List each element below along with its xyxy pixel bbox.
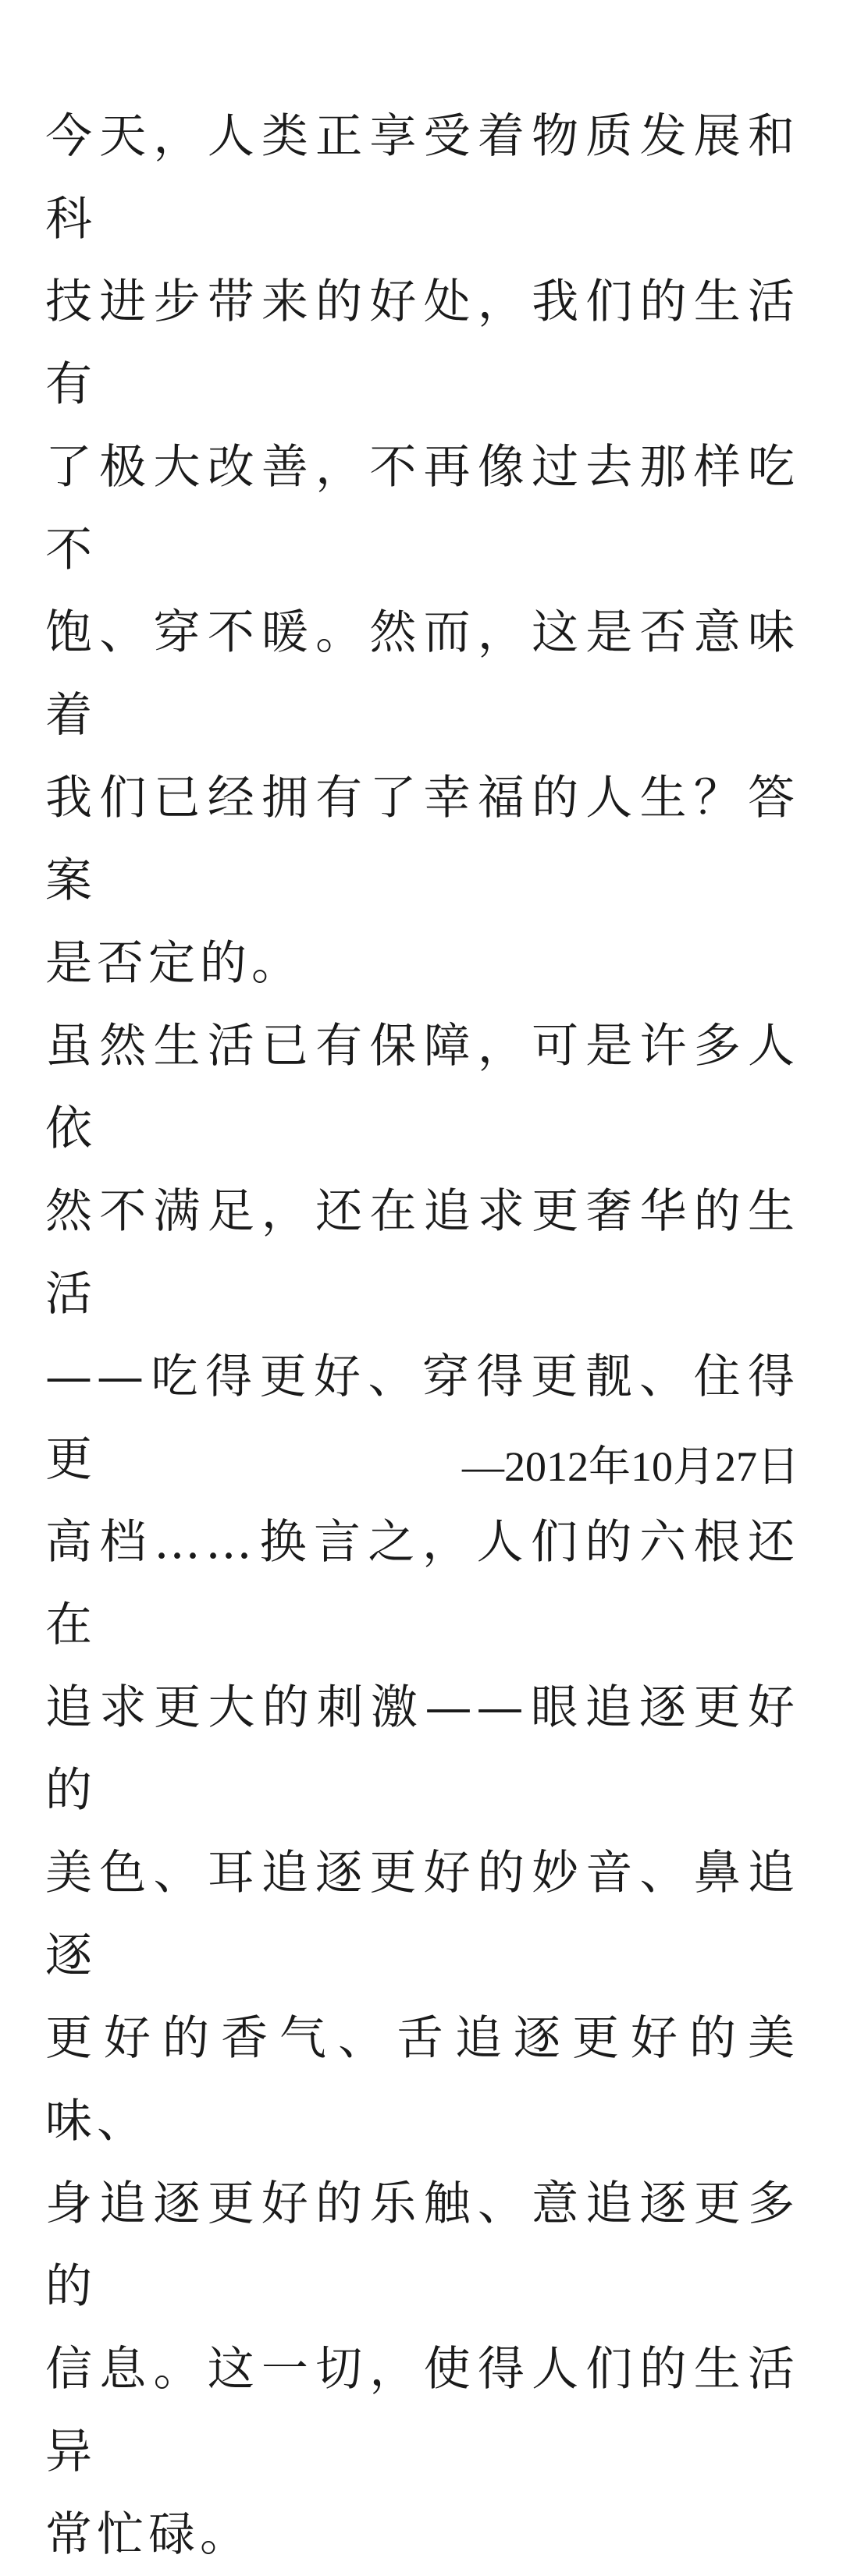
text-line: 高档……换言之，人们的六根还在 <box>45 1515 799 1652</box>
text-line: 今天，人类正享受着物质发展和科 <box>45 109 799 247</box>
text-line: 美色、耳追逐更好的妙音、鼻追逐 <box>45 1846 799 1983</box>
text-line: 虽然生活已有保障，可是许多人依 <box>45 1019 799 1156</box>
paragraph-2 <box>45 1005 799 2576</box>
text-line: 信息。这一切，使得人们的生活异 <box>45 2342 799 2479</box>
date-signature: —2012年10月27日 <box>462 1443 799 1490</box>
text-line: 技进步带来的好处，我们的生活有 <box>45 275 799 412</box>
text-line: 更好的香气、舌追逐更好的美味、 <box>45 2011 799 2148</box>
text-line: 然不满足，还在追求更奢华的生活 <box>45 1184 799 1322</box>
text-line: 是否定的。 <box>45 936 303 991</box>
text-line: 饱、穿不暖。然而，这是否意味着 <box>45 605 799 743</box>
text-line: 了极大改善，不再像过去那样吃不 <box>45 440 799 577</box>
text-line: 常忙碌。 <box>45 2507 251 2562</box>
text-line: 身追逐更好的乐触、意追逐更多的 <box>45 2177 799 2314</box>
text-line: 追求更大的刺激——眼追逐更好的 <box>45 1680 799 1818</box>
text-line: ——吃得更好、穿得更靓、住得更 <box>45 1350 799 1487</box>
paragraph-1 <box>45 95 799 1005</box>
text-line: 我们已经拥有了幸福的人生？答案 <box>45 771 799 908</box>
